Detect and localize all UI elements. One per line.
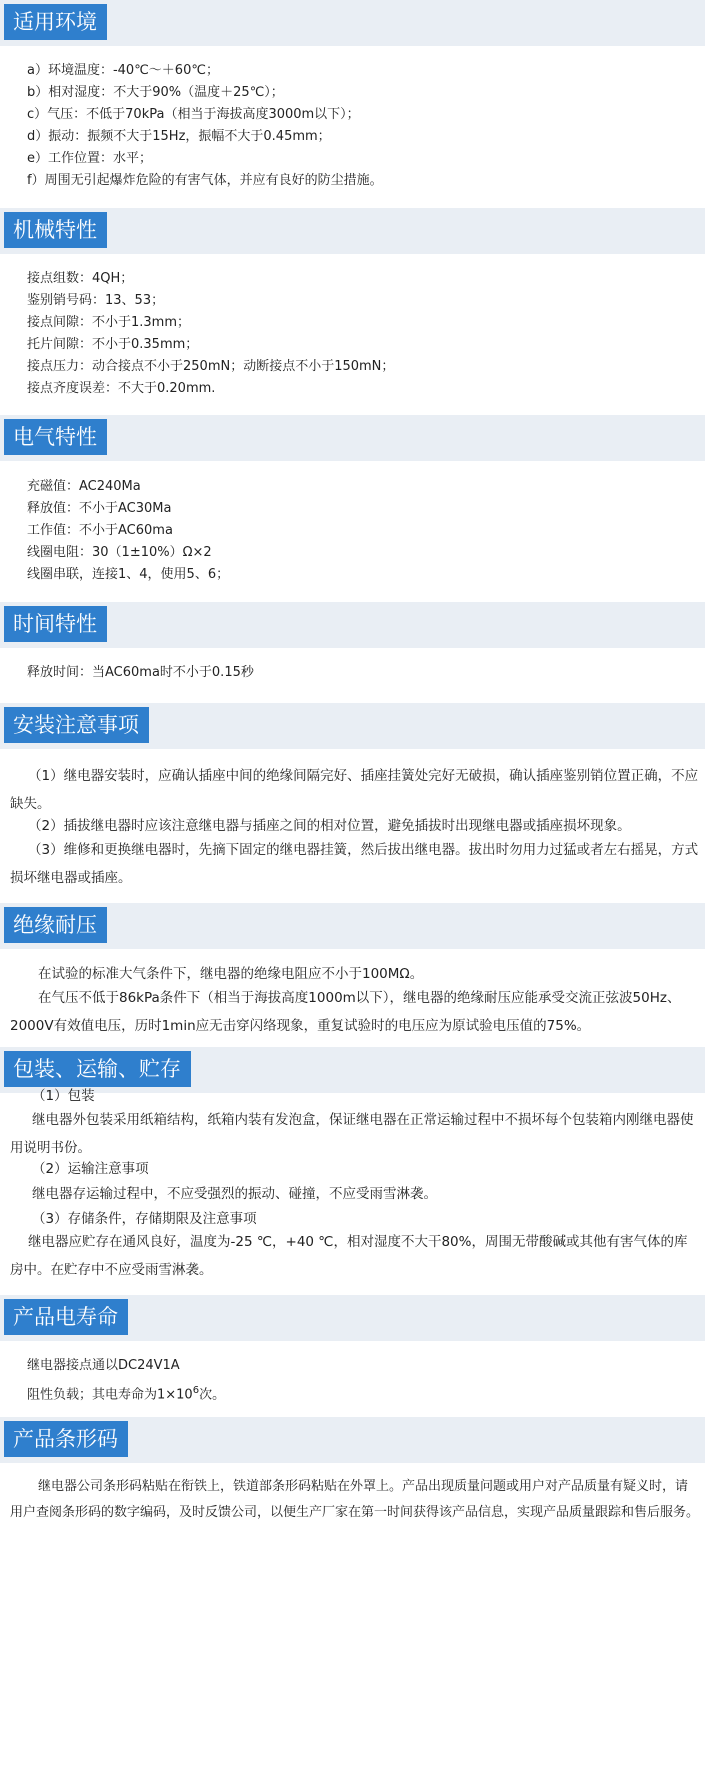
list-item: 鉴别销号码：13、53；	[27, 293, 165, 308]
life-text-end: 次。	[199, 1387, 226, 1403]
paragraph: （3）维修和更换继电器时，先摘下固定的继电器挂簧，然后拔出继电器。拔出时勿用力过猛或者左右摇晃，方式损坏继电器或插座。	[10, 842, 699, 886]
list-item: 继电器接点通以DC24V1A	[27, 1358, 180, 1373]
list-item: a）环境温度：-40℃～＋60℃；	[27, 63, 219, 78]
list-item: 接点组数：4QH；	[27, 271, 134, 286]
list-item: 托片间隙：不小于0.35mm；	[27, 337, 199, 352]
list-item: 线圈串联，连接1、4，使用5、6；	[27, 567, 230, 582]
list-item: 充磁值：AC240Ma	[27, 479, 141, 494]
subheading: （2）运输注意事项	[32, 1161, 149, 1177]
section-title: 产品条形码	[4, 1421, 128, 1457]
paragraph: 继电器公司条形码粘贴在衔铁上，铁道部条形码粘贴在外罩上。产品出现质量问题或用户对产品质量有疑义时，请用户查阅条形码的数字编码，及时反馈公司，以便生产厂家在第一时间获得该产品信息，实现产品质量跟踪和售后服务。	[10, 1479, 700, 1520]
life-text: 阻性负载；其电寿命为1×10	[27, 1387, 193, 1403]
list-item: 释放值：不小于AC30Ma	[27, 501, 172, 516]
list-item: 接点齐度误差：不大于0.20mm.	[27, 381, 216, 396]
life-exponent: 6	[192, 1385, 200, 1396]
section-title: 时间特性	[4, 606, 107, 642]
subheading: （3）存储条件，存储期限及注意事项	[32, 1211, 257, 1227]
section-title: 产品电寿命	[4, 1299, 128, 1335]
list-item: b）相对湿度：不大于90%（温度＋25℃）；	[27, 85, 284, 100]
list-item: 线圈电阻：30（1±10%）Ω×2	[27, 545, 212, 560]
list-item: d）振动：振频不大于15Hz，振幅不大于0.45mm；	[27, 129, 331, 144]
list-item: 接点间隙：不小于1.3mm；	[27, 315, 191, 330]
list-item	[27, 1382, 225, 1404]
section-title: 包装、运输、贮存	[4, 1051, 191, 1087]
list-item: e）工作位置：水平；	[27, 151, 152, 166]
list-item: f）周围无引起爆炸危险的有害气体，并应有良好的防尘措施。	[27, 173, 383, 188]
list-item: 工作值：不小于AC60ma	[27, 523, 173, 538]
list-item: c）气压：不低于70kPa（相当于海拔高度3000m以下）；	[27, 107, 360, 122]
list-item: 释放时间：当AC60ma时不小于0.15秒	[27, 665, 254, 680]
paragraph: （1）继电器安装时，应确认插座中间的绝缘间隔完好、插座挂簧处完好无破损，确认插座鉴别销位置正确，不应缺失。	[10, 768, 699, 812]
paragraph: 在试验的标准大气条件下，继电器的绝缘电阻应不小于100MΩ。	[38, 966, 424, 982]
section-title: 安装注意事项	[4, 707, 149, 743]
paragraph: 在气压不低于86kPa条件下（相当于海拔高度1000m以下），继电器的绝缘耐压应能承受交流正弦波50Hz、2000V有效值电压，历时1min应无击穿闪络现象，重复试验时的电压应为原试验电压值的75%。	[10, 990, 681, 1034]
section-title: 绝缘耐压	[4, 907, 107, 943]
paragraph: 继电器外包装采用纸箱结构，纸箱内装有发泡盒，保证继电器在正常运输过程中不损坏每个包装箱内刚继电器使用说明书份。	[10, 1112, 694, 1156]
paragraph: 继电器应贮存在通风良好，温度为-25 ℃，+40 ℃，相对湿度不大干80%，周围无带酸碱或其他有害气体的库房中。在贮存中不应受雨雪淋袭。	[10, 1234, 688, 1278]
section-title: 适用环境	[4, 4, 107, 40]
list-item: 接点压力：动合接点不小于250mN；动断接点不小于150mN；	[27, 359, 395, 374]
section-title: 电气特性	[4, 419, 107, 455]
paragraph: 继电器存运输过程中，不应受强烈的振动、碰撞，不应受雨雪淋袭。	[32, 1186, 437, 1202]
subheading: （1）包装	[32, 1088, 95, 1104]
section-title: 机械特性	[4, 212, 107, 248]
paragraph: （2）插拔继电器时应该注意继电器与插座之间的相对位置，避免插拔时出现继电器或插座损坏现象。	[28, 818, 631, 834]
